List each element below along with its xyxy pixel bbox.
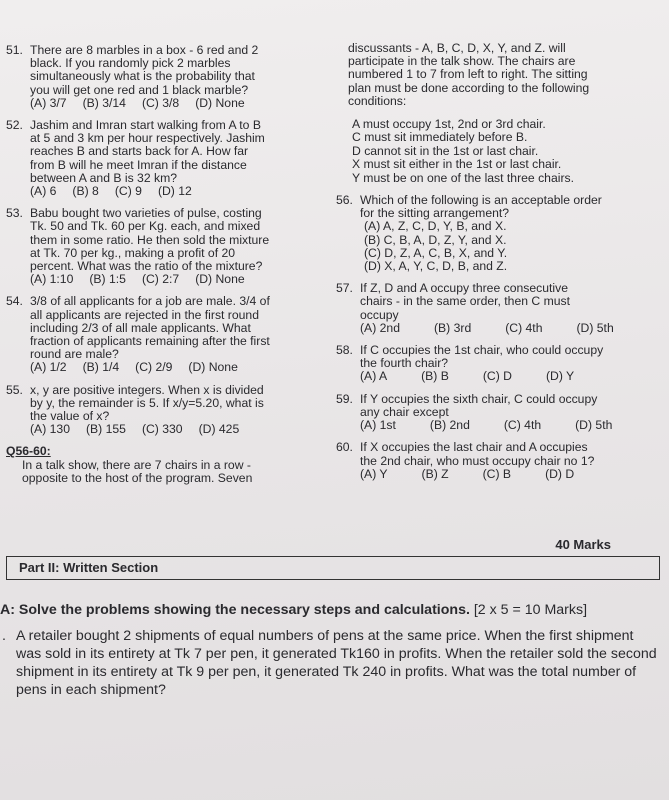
question-text-line: at Tk. 70 per kg., making a profit of 20 — [30, 245, 236, 260]
question-text-line: any chair except — [360, 404, 449, 419]
condition: Y must be on one of the last three chairs. — [352, 170, 574, 185]
answer-options — [360, 419, 656, 432]
answer-option: (C) D, Z, A, C, B, X, and Y. — [364, 245, 508, 260]
question-text-line: by y, the remainder is 5. If x/y=5.20, what is — [30, 395, 264, 410]
answer-option: (D) X, A, Y, C, D, B, and Z. — [364, 259, 508, 274]
question-60 — [336, 441, 656, 481]
question-number: 54. — [6, 294, 23, 309]
condition: X must sit either in the 1st or last chair. — [352, 157, 562, 172]
intro-line: numbered 1 to 7 from left to right. The sitting — [348, 67, 588, 82]
question-text-line: for the sitting arrangement? — [360, 206, 510, 221]
question-59 — [336, 393, 656, 433]
question-text-line: round are male? — [30, 347, 119, 362]
left-question-list — [6, 44, 306, 436]
qset-line: opposite to the host of the program. Seven — [22, 470, 253, 485]
answer-option: (C) 2/9 — [135, 360, 173, 375]
answer-option: (C) 2:7 — [141, 272, 180, 287]
question-text-line: If C occupies the 1st chair, who could occupy — [360, 343, 604, 358]
answer-option: (A) 6 — [30, 184, 57, 199]
answer-option: (D) 5th — [575, 418, 613, 433]
answer-option: (A) 1:10 — [30, 272, 74, 287]
question-55 — [6, 384, 306, 437]
question-text-line: 3/8 of all applicants for a job are male. 3/4 of — [30, 294, 270, 309]
answer-option: (A) 3/7 — [30, 95, 67, 110]
question-text-line: simultaneously what is the probability that — [30, 69, 255, 84]
question-number: 56. — [336, 193, 353, 208]
question-text-line: the 2nd chair, who must occupy chair no 1? — [360, 453, 595, 468]
answer-option: (C) 3/8 — [141, 95, 180, 110]
question-number: 59. — [336, 391, 353, 406]
answer-options — [30, 273, 306, 286]
question-57 — [336, 282, 656, 335]
question-text-line: occupy — [360, 307, 399, 322]
question-text-line: reaches B and starts back for A. How far — [30, 144, 249, 159]
question-number: 52. — [6, 118, 23, 133]
condition: A must occupy 1st, 2nd or 3rd chair. — [352, 117, 546, 132]
answer-option: (D) 425 — [198, 422, 240, 437]
answer-option: (B) 2nd — [429, 418, 470, 433]
answer-option: (B) 1/4 — [82, 360, 120, 375]
answer-option: (B) 3/14 — [82, 95, 126, 110]
question-number: 51. — [6, 43, 23, 57]
part2-title: Part II: Written Section — [19, 560, 159, 575]
question-set-header — [6, 445, 306, 485]
answer-option: (A) A — [360, 369, 388, 384]
answer-option: (A) 2nd — [360, 320, 400, 335]
conditions-list — [336, 118, 656, 185]
part2-marks: 40 Marks — [555, 537, 611, 552]
question-58 — [336, 344, 656, 384]
answer-option: (A) Y — [360, 466, 388, 481]
answer-option: (C) D — [482, 369, 512, 384]
question-number: 53. — [6, 206, 23, 221]
question-text-line: If Y occupies the sixth chair, C could occupy — [360, 391, 598, 406]
answer-option: (A) 130 — [30, 422, 70, 437]
answer-options — [30, 361, 306, 374]
question-text-line: Jashim and Imran start walking from A to B — [30, 118, 261, 133]
answer-option: (D) None — [195, 272, 245, 287]
answer-option: (A) 1st — [360, 418, 396, 433]
answer-options — [30, 97, 306, 110]
question-52 — [6, 119, 306, 198]
problem-text: A retailer bought 2 shipments of equal numbers of pens at the same price. When the first shipment was sold in its entirety at Tk 7 per pen, it generated Tk160 in profits. When the retailer sold the second shipment in its entirety at Tk 9 per pen, it generated Tk 240 in profits. What was the total number of pens in each shipment? — [16, 628, 657, 698]
question-51 — [6, 44, 306, 110]
question-text-line: between A and B is 32 km? — [30, 170, 178, 185]
question-text-line: x, y are positive integers. When x is divided — [30, 382, 264, 397]
question-set-intro — [6, 459, 306, 485]
question-54 — [6, 295, 306, 374]
question-text-line: Tk. 50 and Tk. 60 per Kg. each, and mixed — [30, 219, 261, 234]
question-text-line: Babu bought two varieties of pulse, costing — [30, 206, 262, 221]
question-text-line: them in some ratio. He then sold the mixture — [30, 232, 270, 247]
answer-option: (B) B — [421, 369, 449, 384]
question-number: 55. — [6, 382, 23, 397]
problem-number: . — [2, 628, 6, 644]
answer-option: (D) None — [188, 360, 238, 375]
talk-show-intro — [336, 42, 656, 108]
part2-header-box — [6, 537, 660, 580]
question-text-line: from B will he meet Imran if the distance — [30, 157, 247, 172]
question-number: 57. — [336, 281, 353, 296]
answer-option: (D) 12 — [157, 184, 192, 199]
intro-line: participate in the talk show. The chairs are — [348, 54, 576, 69]
question-text-line: black. If you randomly pick 2 marbles — [30, 56, 231, 71]
answer-option: (D) None — [195, 95, 245, 110]
question-text-line: chairs - in the same order, then C must — [360, 294, 570, 309]
intro-line: plan must be done according to the following — [348, 80, 590, 95]
question-text-line: including 2/3 of all male applicants. What — [30, 320, 251, 335]
answer-option: (D) D — [545, 466, 575, 481]
question-53 — [6, 207, 306, 286]
answer-option: (D) 5th — [576, 320, 614, 335]
qset-line: In a talk show, there are 7 chairs in a row - — [22, 457, 251, 472]
answer-options — [360, 370, 656, 383]
answer-options — [30, 423, 306, 436]
question-56 — [336, 194, 656, 273]
question-text-line: There are 8 marbles in a box - 6 red and 2 — [30, 43, 259, 57]
answer-option: (C) 330 — [141, 422, 183, 437]
intro-line: conditions: — [348, 93, 407, 108]
condition: D cannot sit in the 1st or last chair. — [352, 143, 539, 158]
question-text-line: Which of the following is an acceptable order — [360, 193, 602, 208]
answer-option: (B) 8 — [72, 184, 99, 199]
question-number: 60. — [336, 440, 353, 455]
answer-option: (B) C, B, A, D, Z, Y, and X. — [364, 232, 507, 247]
answer-option: (A) A, Z, C, D, Y, B, and X. — [364, 219, 507, 234]
answer-option: (D) Y — [545, 369, 575, 384]
right-column — [336, 42, 656, 490]
question-text-line: you will get one red and 1 black marble? — [30, 82, 249, 97]
answer-option: (C) B — [482, 466, 512, 481]
question-text-line: at 5 and 3 km per hour respectively. Jashim — [30, 131, 265, 146]
question-text-line: percent. What was the ratio of the mixture? — [30, 259, 263, 274]
question-text-line: If X occupies the last chair and A occupies — [360, 440, 588, 455]
question-number: 58. — [336, 343, 353, 358]
answer-option: (C) 9 — [114, 184, 142, 199]
question-set-label: Q56-60: — [6, 444, 51, 459]
answer-option: (B) 155 — [85, 422, 126, 437]
right-question-list — [336, 194, 656, 481]
answer-options — [30, 185, 306, 198]
answer-options — [360, 468, 656, 481]
answer-option: (A) 1/2 — [30, 360, 67, 375]
section-a-text: A: Solve the problems showing the necessary steps and calculations. — [0, 602, 470, 618]
condition: C must sit immediately before B. — [352, 130, 528, 145]
answer-option: (C) 4th — [503, 418, 542, 433]
question-text-line: all applicants are rejected in the first round — [30, 307, 259, 322]
answer-options — [360, 322, 656, 335]
answer-option: (B) 3rd — [433, 320, 472, 335]
intro-line: discussants - A, B, C, D, X, Y, and Z. will — [348, 41, 566, 55]
section-a-marks: [2 x 5 = 10 Marks] — [473, 602, 588, 618]
answer-option: (C) 4th — [505, 320, 543, 335]
answer-option: (B) Z — [421, 466, 449, 481]
section-a-instruction — [0, 602, 587, 618]
question-text-line: fraction of applicants remaining after the first — [30, 334, 270, 349]
written-problem-1 — [2, 627, 662, 699]
question-text-line: the fourth chair? — [360, 356, 449, 371]
answer-option: (B) 1:5 — [89, 272, 126, 287]
left-column — [6, 44, 306, 485]
question-text-line: the value of x? — [30, 409, 110, 424]
question-text-line: If Z, D and A occupy three consecutive — [360, 281, 568, 296]
